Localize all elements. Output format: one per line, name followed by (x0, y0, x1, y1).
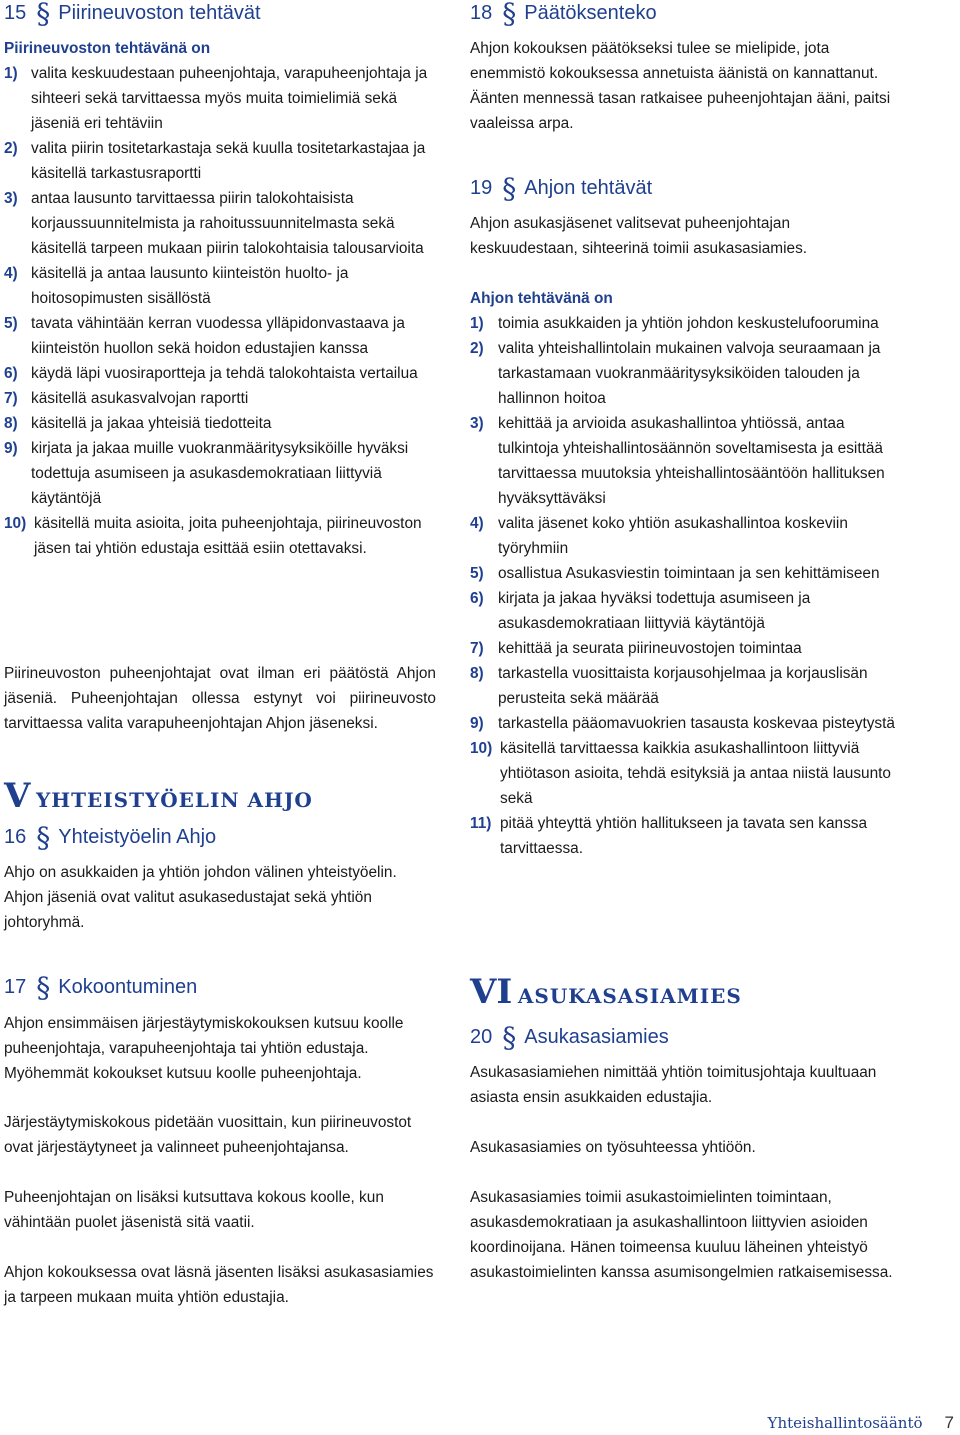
list-item-number: 3) (4, 190, 18, 207)
section-symbol: § (502, 171, 517, 205)
section-number: 16 (4, 826, 27, 848)
list-item (4, 386, 436, 411)
section-number: 18 (470, 2, 493, 24)
list-item-number: 7) (4, 390, 18, 407)
list-item-text: käydä läpi vuosiraportteja ja tehdä talokohtaista vertailua (31, 365, 418, 382)
section-20-paragraph-2: Asukasasiamies on työsuhteessa yhtiöön. (470, 1139, 756, 1156)
list-item-number: 6) (470, 590, 484, 607)
list-item (470, 311, 900, 336)
list-item-text: valita yhteishallintolain mukainen valvoja seuraamaan ja tarkastamaan vuokranmääritysyksiköiden talouden ja hallinnon hoitoa (498, 340, 881, 407)
section-19-heading (470, 171, 653, 205)
list-item-number: 9) (470, 715, 484, 732)
list-item-text: käsitellä muita asioita, joita puheenjohtaja, piirineuvoston jäsen tai yhtiön edustaja esittää esiin otettavaksi. (34, 515, 422, 557)
section-15-paragraph: Piirineuvoston puheenjohtajat ovat ilman eri päätöstä Ahjon jäseniä. Puheenjohtajan ollessa estynyt voi piirineuvosto tarvittaessa valita varapuheenjohtajan Ahjon jäseneksi. (4, 665, 436, 732)
list-item-text: tarkastella vuosittaista korjausohjelmaa ja korjauslisän perusteita sekä määrää (498, 665, 868, 707)
chapter-vi-heading (470, 972, 742, 1012)
section-number: 17 (4, 976, 27, 998)
list-item-number: 5) (470, 565, 484, 582)
section-15-list (4, 61, 436, 561)
section-title: Yhteistyöelin Ahjo (58, 826, 217, 848)
section-20-paragraph-3: Asukasasiamies toimii asukastoimielinten toimintaan, asukasdemokratiaan ja asukashallintoon liittyvien asioiden koordinoijana. Hänen toimeensa kuuluu läheinen yhteistyö asukastoimielinten kanssa asumisongelmien ratkaisemisessa. (470, 1189, 893, 1281)
chapter-title: ASUKASASIAMIES (517, 984, 742, 1008)
section-title: Kokoontuminen (58, 976, 198, 998)
section-title: Ahjon tehtävät (524, 177, 653, 199)
list-item-number: 2) (470, 340, 484, 357)
list-item-number: 9) (4, 440, 18, 457)
list-item (470, 661, 900, 711)
section-symbol: § (502, 1020, 517, 1054)
list-item (4, 511, 436, 561)
list-item-number: 1) (4, 65, 18, 82)
list-item-number: 2) (4, 140, 18, 157)
section-title: Piirineuvoston tehtävät (58, 2, 261, 24)
section-18-heading (470, 0, 657, 30)
section-symbol: § (36, 970, 51, 1004)
section-19-paragraph: Ahjon asukasjäsenet valitsevat puheenjohtajan keskuudestaan, sihteerinä toimii asukasasiamies. (470, 215, 808, 257)
list-item (470, 736, 900, 811)
list-item (4, 436, 436, 511)
list-item-number: 1) (470, 315, 484, 332)
list-item-number: 5) (4, 315, 18, 332)
list-item-text: käsitellä ja antaa lausunto kiinteistön huolto- ja hoitosopimusten sisällöstä (31, 265, 349, 307)
list-item (470, 336, 900, 411)
page-footer (768, 1413, 954, 1433)
section-16-paragraph: Ahjo on asukkaiden ja yhtiön johdon välinen yhteistyöelin. Ahjon jäseniä ovat valitut asukasedustajat sekä yhtiön johtoryhmä. (4, 864, 397, 931)
list-item-text: kirjata ja jakaa muille vuokranmääritysyksiköille hyväksi todettuja asumiseen ja asukasdemokratiaan liittyviä käytäntöjä (31, 440, 409, 507)
section-17-paragraph-4: Ahjon kokouksessa ovat läsnä jäsenten lisäksi asukasasiamies ja tarpeen mukaan muita yhtiön edustajia. (4, 1264, 434, 1306)
list-item (470, 511, 900, 561)
section-18-paragraph: Ahjon kokouksen päätökseksi tulee se mielipide, jota enemmistö kokouksessa annetuista äänistä on kannattanut. Äänten mennessä tasan ratkaisee puheenjohtajan ääni, paitsi vaaleissa arpa. (470, 40, 891, 132)
section-15-heading (4, 0, 261, 30)
list-item-number: 4) (4, 265, 18, 282)
list-item-text: kehittää ja seurata piirineuvostojen toimintaa (498, 640, 802, 657)
list-item-text: kehittää ja arvioida asukashallintoa yhtiössä, antaa tulkintoja yhteishallintosäännön soveltamisesta ja esittää tarvittaessa muutoksia yhteishallintosääntöön hallituksen hyväksyttäväksi (498, 415, 885, 507)
list-item (470, 636, 900, 661)
section-title: Päätöksenteko (524, 2, 657, 24)
section-16-heading (4, 820, 217, 854)
list-item-text: käsitellä asukasvalvojan raportti (31, 390, 249, 407)
chapter-roman: V (4, 776, 31, 816)
list-item-number: 10) (4, 515, 27, 532)
list-item-text: käsitellä tarvittaessa kaikkia asukashallintoon liittyviä yhtiötason asioita, tehdä esityksiä ja antaa niistä lausunto sekä (500, 740, 891, 807)
list-item (4, 261, 436, 311)
list-item (470, 411, 900, 511)
list-item-text: toimia asukkaiden ja yhtiön johdon keskustelufoorumina (498, 315, 879, 332)
section-17-paragraph-1: Ahjon ensimmäisen järjestäytymiskokouksen kutsuu koolle puheenjohtaja, varapuheenjohtaja tai yhtiön edustaja. Myöhemmät kokoukset kutsuu koolle puheenjohtaja. (4, 1015, 404, 1082)
section-symbol: § (36, 820, 51, 854)
section-17-paragraph-2: Järjestäytymiskokous pidetään vuosittain, kun piirineuvostot ovat järjestäytyneet ja valinneet puheenjohtajansa. (4, 1114, 412, 1156)
section-15-intro: Piirineuvoston tehtävänä on (4, 40, 211, 57)
section-20-heading (470, 1020, 669, 1054)
list-item-text: valita keskuudestaan puheenjohtaja, varapuheenjohtaja ja sihteeri sekä tarvittaessa myös muita toimielimiä sekä jäseniä eri tehtäviin (31, 65, 428, 132)
list-item-number: 6) (4, 365, 18, 382)
chapter-title: YHTEISTYÖELIN AHJO (35, 788, 313, 812)
list-item-text: kirjata ja jakaa hyväksi todettuja asumiseen ja asukasdemokratiaan liittyviä käytäntöjä (498, 590, 811, 632)
list-item-text: valita piirin tositetarkastaja sekä kuulla tositetarkastajaa ja käsitellä tarkastusraportti (31, 140, 426, 182)
list-item-number: 11) (470, 815, 492, 832)
section-17-paragraph-3: Puheenjohtajan on lisäksi kutsuttava kokous koolle, kun vähintään puolet jäsenistä sitä vaatii. (4, 1189, 384, 1231)
list-item (4, 411, 436, 436)
section-title: Asukasasiamies (524, 1026, 669, 1048)
section-17-heading (4, 970, 198, 1004)
list-item (4, 186, 436, 261)
section-symbol: § (36, 0, 51, 30)
list-item (4, 136, 436, 186)
section-number: 20 (470, 1026, 493, 1048)
section-20-paragraph-1: Asukasasiamiehen nimittää yhtiön toimitusjohtaja kuultuaan asiasta ensin asukkaiden edustajia. (470, 1064, 877, 1106)
section-number: 15 (4, 2, 27, 24)
section-19-intro: Ahjon tehtävänä on (470, 290, 613, 307)
list-item (4, 311, 436, 361)
list-item-number: 3) (470, 415, 484, 432)
chapter-roman: VI (470, 972, 513, 1012)
list-item (470, 561, 900, 586)
list-item-text: tarkastella pääomavuokrien tasausta koskevaa pisteytystä (498, 715, 895, 732)
list-item-number: 8) (470, 665, 484, 682)
list-item-text: antaa lausunto tarvittaessa piirin talokohtaisista korjaussuunnitelmista ja rahoitussuunnitelmasta sekä käsitellä tarpeen mukaan piirin talokohtaisia talousarvioita (31, 190, 424, 257)
list-item-number: 10) (470, 740, 493, 757)
list-item-number: 8) (4, 415, 18, 432)
list-item-text: osallistua Asukasviestin toimintaan ja sen kehittämiseen (498, 565, 880, 582)
chapter-v-heading (4, 776, 313, 816)
section-number: 19 (470, 177, 493, 199)
list-item-text: tavata vähintään kerran vuodessa ylläpidonvastaava ja kiinteistön huollon sekä hoidon edustajien kanssa (31, 315, 405, 357)
list-item (470, 711, 900, 736)
list-item (4, 61, 436, 136)
list-item-text: käsitellä ja jakaa yhteisiä tiedotteita (31, 415, 272, 432)
list-item (4, 361, 436, 386)
section-19-list (470, 311, 900, 861)
list-item-text: pitää yhteyttä yhtiön hallitukseen ja tavata sen kanssa tarvittaessa. (500, 815, 868, 857)
list-item (470, 586, 900, 636)
list-item (470, 811, 900, 861)
list-item-number: 4) (470, 515, 484, 532)
list-item-number: 7) (470, 640, 484, 657)
page-number: 7 (944, 1413, 954, 1432)
document-name: Yhteishallintosääntö (767, 1414, 923, 1432)
list-item-text: valita jäsenet koko yhtiön asukashallintoa koskeviin työryhmiin (498, 515, 848, 557)
section-symbol: § (502, 0, 517, 30)
